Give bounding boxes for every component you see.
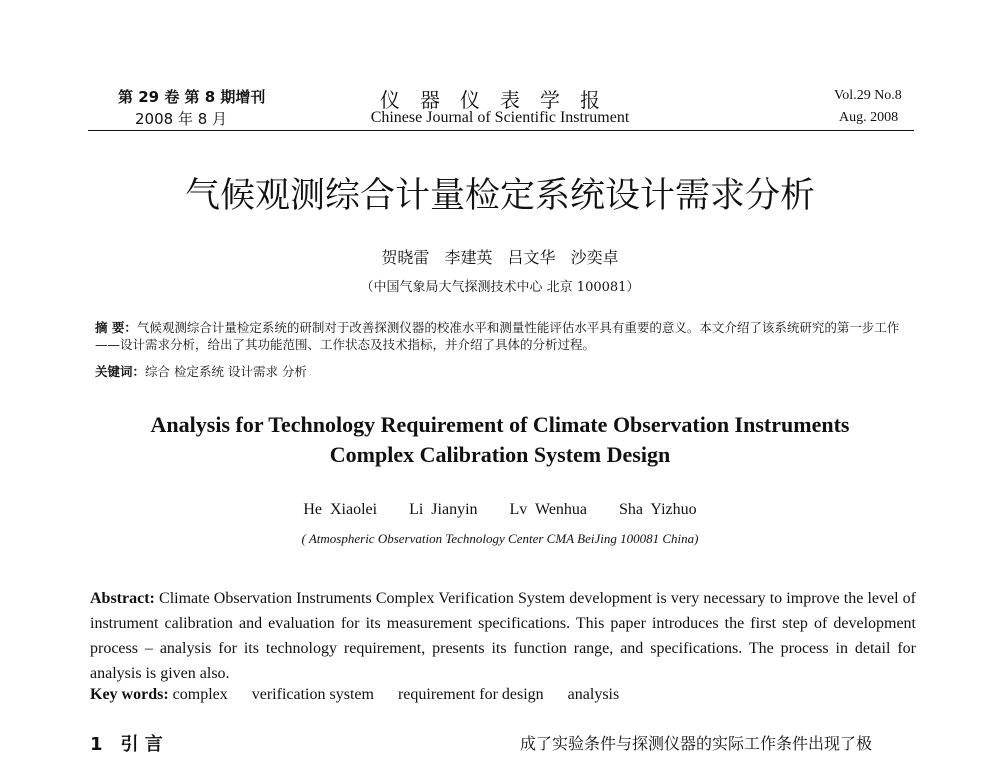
section-heading: [90, 730, 163, 756]
abstract-cn-label: 摘 要：: [95, 320, 137, 335]
affiliation-cn: （中国气象局大气探测技术中心 北京 100081）: [360, 280, 640, 295]
authors-cn: 贺晓雷 李建英 吕文华 沙奕卓: [381, 248, 619, 267]
paper-title-cn: 气候观测综合计量检定系统设计需求分析: [184, 176, 815, 216]
keywords-cn-text: 综合 检定系统 设计需求 分析: [145, 364, 307, 379]
abstract-en-text: Climate Observation Instruments Complex Verification System development is very necessary to improve the level of instrument calibration and evaluation for its measurement specifications. This paper introduces the first step of development process – analysis for its technology requirement, presents its function range, and specifications. The process in detail for analysis is given also.: [90, 590, 916, 682]
journal-name-cn: 仪器仪表学报: [380, 88, 620, 112]
volume-issue: 第 29 卷 第 8 期增刊: [118, 88, 266, 106]
keywords-en: [90, 686, 619, 704]
abstract-cn-text: 气候观测综合计量检定系统的研制对于改善探测仪器的校准水平和测量性能评估水平具有重要的意义。本文介绍了该系统研究的第一步工作——设计需求分析，给出了其功能范围、工作状态及技术指标，并介绍了具体的分析过程。: [95, 320, 900, 352]
abstract-cn: [95, 319, 915, 353]
volume-en: Vol.29 No.8: [834, 88, 902, 103]
keyword-en: analysis: [567, 686, 620, 703]
authors-en: He Xiaolei Li Jianyin Lv Wenhua Sha Yizhuo: [303, 501, 697, 518]
keywords-cn: [95, 362, 307, 380]
publication-date-cn: 2008 年 8 月: [135, 110, 228, 128]
keyword-en: requirement for design: [397, 686, 544, 703]
section-number: 1: [90, 734, 103, 755]
journal-name-en: Chinese Journal of Scientific Instrument: [370, 109, 630, 126]
paper-title-en: [80, 410, 920, 470]
keywords-cn-label: 关键词：: [95, 364, 146, 379]
body-text-right-column: 成了实验条件与探测仪器的实际工作条件出现了极: [520, 734, 873, 753]
section-title: 引 言: [120, 734, 163, 755]
keywords-en-label: Key words:: [90, 686, 169, 703]
abstract-en-label: Abstract:: [90, 590, 155, 607]
paper-title-en-line2: Complex Calibration System Design: [329, 442, 671, 467]
paper-title-en-line1: Analysis for Technology Requirement of Climate Observation Instruments: [150, 412, 850, 437]
publication-date-en: Aug. 2008: [839, 110, 899, 125]
affiliation-en: ( Atmospheric Observation Technology Center CMA BeiJing 100081 China): [301, 531, 699, 546]
header-rule: [88, 130, 914, 131]
abstract-en: [90, 586, 916, 686]
keyword-en: complex: [172, 686, 228, 703]
keyword-en: verification system: [251, 686, 374, 703]
